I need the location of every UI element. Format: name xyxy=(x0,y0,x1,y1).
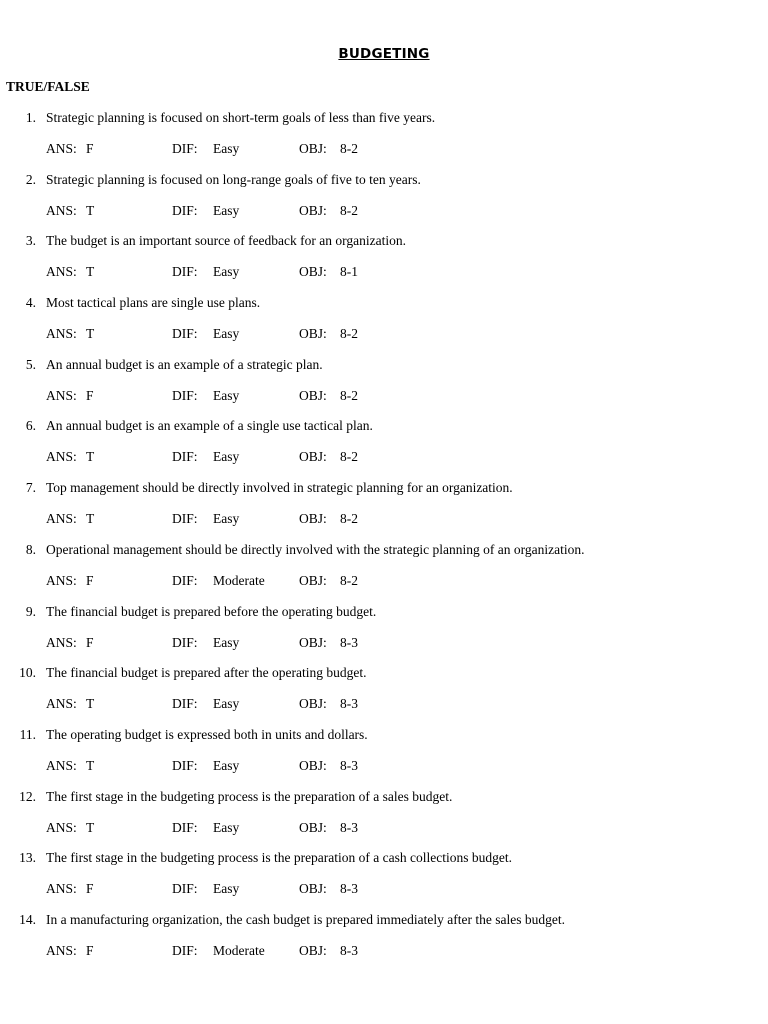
objective-label: OBJ: xyxy=(299,511,327,527)
section-heading: TRUE/FALSE xyxy=(6,79,90,94)
question-number: 10. xyxy=(19,665,36,681)
difficulty-label: DIF: xyxy=(172,819,198,835)
question-item xyxy=(0,233,768,295)
answer-value: F xyxy=(86,942,94,958)
objective-label: OBJ: xyxy=(299,634,327,650)
answer-value: T xyxy=(86,757,95,773)
answer-value: T xyxy=(86,202,95,218)
question-text: The first stage in the budgeting process is the preparation of a sales budget. xyxy=(46,788,453,804)
difficulty-label: DIF: xyxy=(172,942,198,958)
question-item xyxy=(0,357,768,419)
difficulty-label: DIF: xyxy=(172,326,198,342)
objective-value: 8-3 xyxy=(340,881,358,897)
answer-value: T xyxy=(86,511,95,527)
question-text: The first stage in the budgeting process is the preparation of a cash collections budget. xyxy=(46,850,512,866)
difficulty-label: DIF: xyxy=(172,264,198,280)
question-item xyxy=(0,295,768,357)
question-item xyxy=(0,912,768,974)
difficulty-value: Moderate xyxy=(213,572,265,588)
question-number: 7. xyxy=(25,480,36,496)
question-text: The financial budget is prepared after the operating budget. xyxy=(46,665,367,681)
question-item xyxy=(0,850,768,912)
answer-value: T xyxy=(86,326,95,342)
objective-label: OBJ: xyxy=(299,326,327,342)
difficulty-value: Easy xyxy=(213,757,240,773)
difficulty-value: Easy xyxy=(213,881,240,897)
answer-label: ANS: xyxy=(46,326,77,342)
answer-value: T xyxy=(86,819,95,835)
page-title: BUDGETING xyxy=(338,46,430,62)
objective-label: OBJ: xyxy=(299,942,327,958)
answer-value: F xyxy=(86,387,94,403)
difficulty-value: Easy xyxy=(213,819,240,835)
question-number: 5. xyxy=(25,356,36,372)
difficulty-label: DIF: xyxy=(172,202,198,218)
difficulty-label: DIF: xyxy=(172,634,198,650)
objective-value: 8-2 xyxy=(340,202,358,218)
answer-label: ANS: xyxy=(46,942,77,958)
difficulty-value: Easy xyxy=(213,634,240,650)
objective-value: 8-3 xyxy=(340,696,358,712)
difficulty-value: Easy xyxy=(213,387,240,403)
difficulty-label: DIF: xyxy=(172,511,198,527)
difficulty-label: DIF: xyxy=(172,387,198,403)
objective-label: OBJ: xyxy=(299,572,327,588)
question-text: The budget is an important source of feedback for an organization. xyxy=(46,233,406,249)
question-item xyxy=(0,172,768,234)
answer-label: ANS: xyxy=(46,757,77,773)
difficulty-label: DIF: xyxy=(172,696,198,712)
difficulty-label: DIF: xyxy=(172,881,198,897)
objective-value: 8-3 xyxy=(340,634,358,650)
question-text: The operating budget is expressed both in units and dollars. xyxy=(46,726,368,742)
objective-value: 8-1 xyxy=(340,264,358,280)
objective-value: 8-2 xyxy=(340,326,358,342)
answer-label: ANS: xyxy=(46,819,77,835)
answer-label: ANS: xyxy=(46,634,77,650)
question-item xyxy=(0,480,768,542)
answer-label: ANS: xyxy=(46,202,77,218)
difficulty-value: Moderate xyxy=(213,942,265,958)
question-item xyxy=(0,418,768,480)
answer-label: ANS: xyxy=(46,572,77,588)
objective-label: OBJ: xyxy=(299,881,327,897)
question-number: 3. xyxy=(25,233,36,249)
answer-label: ANS: xyxy=(46,449,77,465)
answer-value: T xyxy=(86,696,95,712)
question-number: 1. xyxy=(25,110,36,125)
objective-value: 8-2 xyxy=(340,511,358,527)
difficulty-value: Easy xyxy=(213,449,240,465)
answer-value: F xyxy=(86,572,94,588)
question-item xyxy=(0,789,768,851)
question-list xyxy=(0,110,768,974)
objective-label: OBJ: xyxy=(299,449,327,465)
answer-value: F xyxy=(86,881,94,897)
objective-label: OBJ: xyxy=(299,757,327,773)
answer-label: ANS: xyxy=(46,881,77,897)
difficulty-label: DIF: xyxy=(172,449,198,465)
question-text: Strategic planning is focused on short-term goals of less than five years. xyxy=(46,110,436,125)
difficulty-label: DIF: xyxy=(172,757,198,773)
objective-value: 8-2 xyxy=(340,141,358,156)
objective-label: OBJ: xyxy=(299,387,327,403)
answer-value: T xyxy=(86,449,95,465)
difficulty-value: Easy xyxy=(213,141,240,156)
objective-value: 8-2 xyxy=(340,387,358,403)
question-number: 13. xyxy=(19,850,36,866)
question-text: The financial budget is prepared before the operating budget. xyxy=(46,603,377,619)
objective-value: 8-3 xyxy=(340,942,358,958)
objective-label: OBJ: xyxy=(299,264,327,280)
question-item xyxy=(0,727,768,789)
objective-label: OBJ: xyxy=(299,202,327,218)
question-text: An annual budget is an example of a strategic plan. xyxy=(46,356,323,372)
answer-value: F xyxy=(86,634,94,650)
question-number: 12. xyxy=(19,788,36,804)
question-item xyxy=(0,665,768,727)
objective-label: OBJ: xyxy=(299,141,327,156)
question-text: Top management should be directly involved in strategic planning for an organization. xyxy=(46,480,513,496)
answer-label: ANS: xyxy=(46,141,77,156)
answer-label: ANS: xyxy=(46,264,77,280)
answer-label: ANS: xyxy=(46,511,77,527)
objective-label: OBJ: xyxy=(299,819,327,835)
question-number: 2. xyxy=(25,171,36,187)
question-text: Strategic planning is focused on long-range goals of five to ten years. xyxy=(46,171,421,187)
question-number: 9. xyxy=(25,603,36,619)
objective-value: 8-3 xyxy=(340,819,358,835)
answer-label: ANS: xyxy=(46,696,77,712)
question-number: 4. xyxy=(25,295,36,311)
question-item xyxy=(0,604,768,666)
question-number: 11. xyxy=(19,726,36,742)
question-item xyxy=(0,110,768,172)
question-text: Operational management should be directly involved with the strategic planning of an organization. xyxy=(46,541,585,557)
difficulty-label: DIF: xyxy=(172,572,198,588)
question-text: Most tactical plans are single use plans. xyxy=(46,295,261,311)
question-text: An annual budget is an example of a single use tactical plan. xyxy=(46,418,373,434)
difficulty-value: Easy xyxy=(213,511,240,527)
difficulty-label: DIF: xyxy=(172,141,198,156)
objective-value: 8-2 xyxy=(340,449,358,465)
objective-value: 8-3 xyxy=(340,757,358,773)
question-number: 8. xyxy=(25,541,36,557)
question-number: 14. xyxy=(19,911,36,927)
objective-label: OBJ: xyxy=(299,696,327,712)
question-item xyxy=(0,542,768,604)
answer-value: T xyxy=(86,264,95,280)
question-text: In a manufacturing organization, the cash budget is prepared immediately after the sales budget. xyxy=(46,911,565,927)
question-number: 6. xyxy=(25,418,36,434)
difficulty-value: Easy xyxy=(213,326,240,342)
difficulty-value: Easy xyxy=(213,696,240,712)
difficulty-value: Easy xyxy=(213,264,240,280)
answer-value: F xyxy=(86,141,94,156)
answer-label: ANS: xyxy=(46,387,77,403)
difficulty-value: Easy xyxy=(213,202,240,218)
objective-value: 8-2 xyxy=(340,572,358,588)
